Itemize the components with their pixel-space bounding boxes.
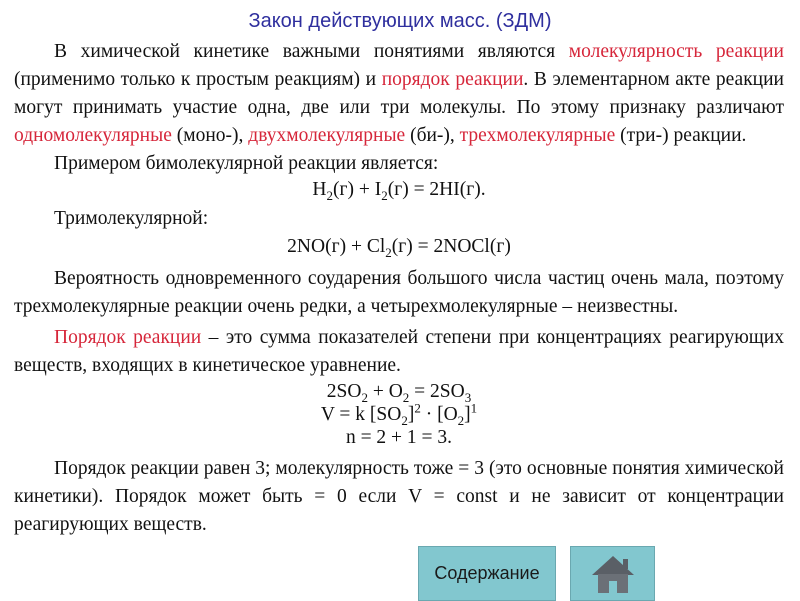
equation-rate bbox=[14, 400, 784, 428]
eq-part: 2NO(г) + Cl bbox=[287, 236, 386, 257]
text: (моно-), bbox=[171, 125, 249, 146]
home-button[interactable] bbox=[570, 546, 655, 601]
trimolecular-label: Тримолекулярной: bbox=[54, 208, 209, 229]
equation-block bbox=[14, 380, 784, 449]
eq-sub: 2 bbox=[326, 187, 333, 203]
eq-part: (г) = 2NOCl(г) bbox=[391, 236, 511, 257]
page-title: Закон действующих масс. (ЗДМ) bbox=[248, 10, 552, 32]
eq-part: ] bbox=[464, 404, 471, 425]
equation-order-sum: n = 2 + 1 = 3. bbox=[345, 427, 453, 448]
intro-paragraph bbox=[14, 38, 784, 150]
equation-nocl bbox=[14, 233, 784, 261]
slide-body bbox=[14, 38, 784, 539]
eq-sub: 2 bbox=[457, 412, 465, 428]
eq-part: (г) = 2HI(г). bbox=[387, 179, 486, 200]
eq-part: 2SO bbox=[326, 381, 362, 402]
text: . В элементарном акте реакции могут принимать участие одна, две или три молекулы. По этому признаку различают bbox=[14, 69, 784, 118]
eq-part: = 2SO bbox=[409, 381, 465, 402]
order-definition-paragraph bbox=[14, 324, 784, 380]
eq-sub: 2 bbox=[401, 412, 408, 428]
term-trimolecular: трехмолекулярные bbox=[459, 125, 616, 146]
text: (три-) реакции. bbox=[615, 125, 747, 146]
text: В химической кинетике важными понятиями являются bbox=[54, 41, 569, 62]
probability-paragraph: Вероятность одновременного соударения большого числа частиц очень мала, поэтому трехмолекулярные реакции очень редки, а четырехмолекулярные – неизвестны. bbox=[14, 268, 784, 317]
eq-sup: 2 bbox=[414, 400, 421, 416]
eq-sub: 2 bbox=[385, 244, 392, 260]
equation-hi bbox=[14, 178, 784, 201]
eq-sub: 3 bbox=[464, 389, 472, 405]
home-icon bbox=[590, 553, 636, 595]
term-molecularity: молекулярность реакции bbox=[568, 41, 784, 62]
eq-sub: 2 bbox=[381, 187, 388, 203]
eq-sub: 2 bbox=[361, 389, 368, 405]
eq-sub: 2 bbox=[402, 389, 410, 405]
term-order: порядок реакции bbox=[381, 69, 524, 90]
text: (би-), bbox=[405, 125, 460, 146]
bimolecular-example-label: Примером бимолекулярной реакции является: bbox=[54, 153, 439, 174]
eq-part: · [O bbox=[420, 404, 458, 425]
eq-part: H bbox=[312, 179, 327, 200]
text: – это сумма показателей степени при концентрациях реагирующих веществ, входящих в кинетическое уравнение. bbox=[14, 327, 784, 376]
eq-part: (г) + I bbox=[332, 179, 382, 200]
equation-so3 bbox=[14, 380, 784, 403]
term-order-definition: Порядок реакции bbox=[54, 327, 202, 348]
eq-part: V = k [SO bbox=[320, 404, 402, 425]
term-bimolecular: двухмолекулярные bbox=[248, 125, 406, 146]
eq-sup: 1 bbox=[470, 400, 478, 416]
term-unimolecular: одномолекулярные bbox=[14, 125, 172, 146]
conclusion-paragraph: Порядок реакции равен 3; молекулярность тоже = 3 (это основные понятия химической кинетики). Порядок может быть = 0 если V = const и не зависит от концентрации реагирующих веществ. bbox=[14, 458, 784, 535]
eq-part: + O bbox=[367, 381, 403, 402]
contents-button[interactable]: Содержание bbox=[418, 546, 556, 601]
eq-part: ] bbox=[407, 404, 415, 425]
text: (применимо только к простым реакциям) и bbox=[14, 69, 382, 90]
